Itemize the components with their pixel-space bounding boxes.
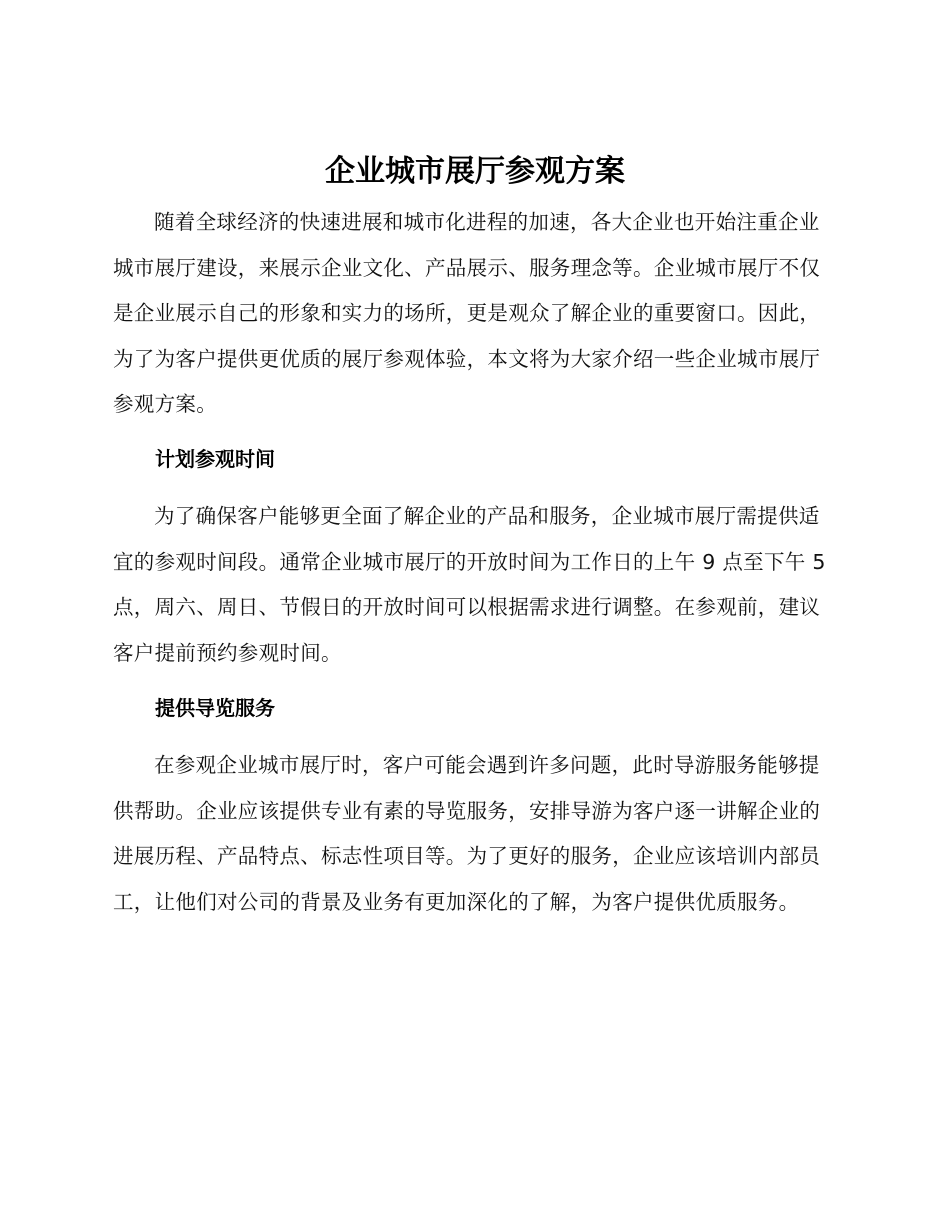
page-title: 企业城市展厅参观方案 — [325, 154, 625, 189]
section-heading-visit-time: 计划参观时间 — [155, 447, 275, 471]
section-body-visit-time: 为了确保客户能够更全面了解企业的产品和服务，企业城市展厅需提供适宜的参观时间段。通常企业城市展厅的开放时间为工作日的上午 9 点至下午 5 点，周六、周日、节假日的开放时间可以根据需求进行调整。在参观前，建议客户提前预约参观时间。 — [113, 504, 826, 665]
section-heading-guide-service: 提供导览服务 — [155, 696, 275, 720]
intro-paragraph: 随着全球经济的快速进展和城市化进程的加速，各大企业也开始注重企业城市展厅建设，来展示企业文化、产品展示、服务理念等。企业城市展厅不仅是企业展示自己的形象和实力的场所，更是观众了解企业的重要窗口。因此，为了为客户提供更优质的展厅参观体验，本文将为大家介绍一些企业城市展厅参观方案。 — [113, 210, 821, 416]
section-body-guide-service: 在参观企业城市展厅时，客户可能会遇到许多问题，此时导游服务能够提供帮助。企业应该提供专业有素的导览服务，安排导游为客户逐一讲解企业的进展历程、产品特点、标志性项目等。为了更好的服务，企业应该培训内部员工，让他们对公司的背景及业务有更加深化的了解，为客户提供优质服务。 — [113, 753, 821, 914]
